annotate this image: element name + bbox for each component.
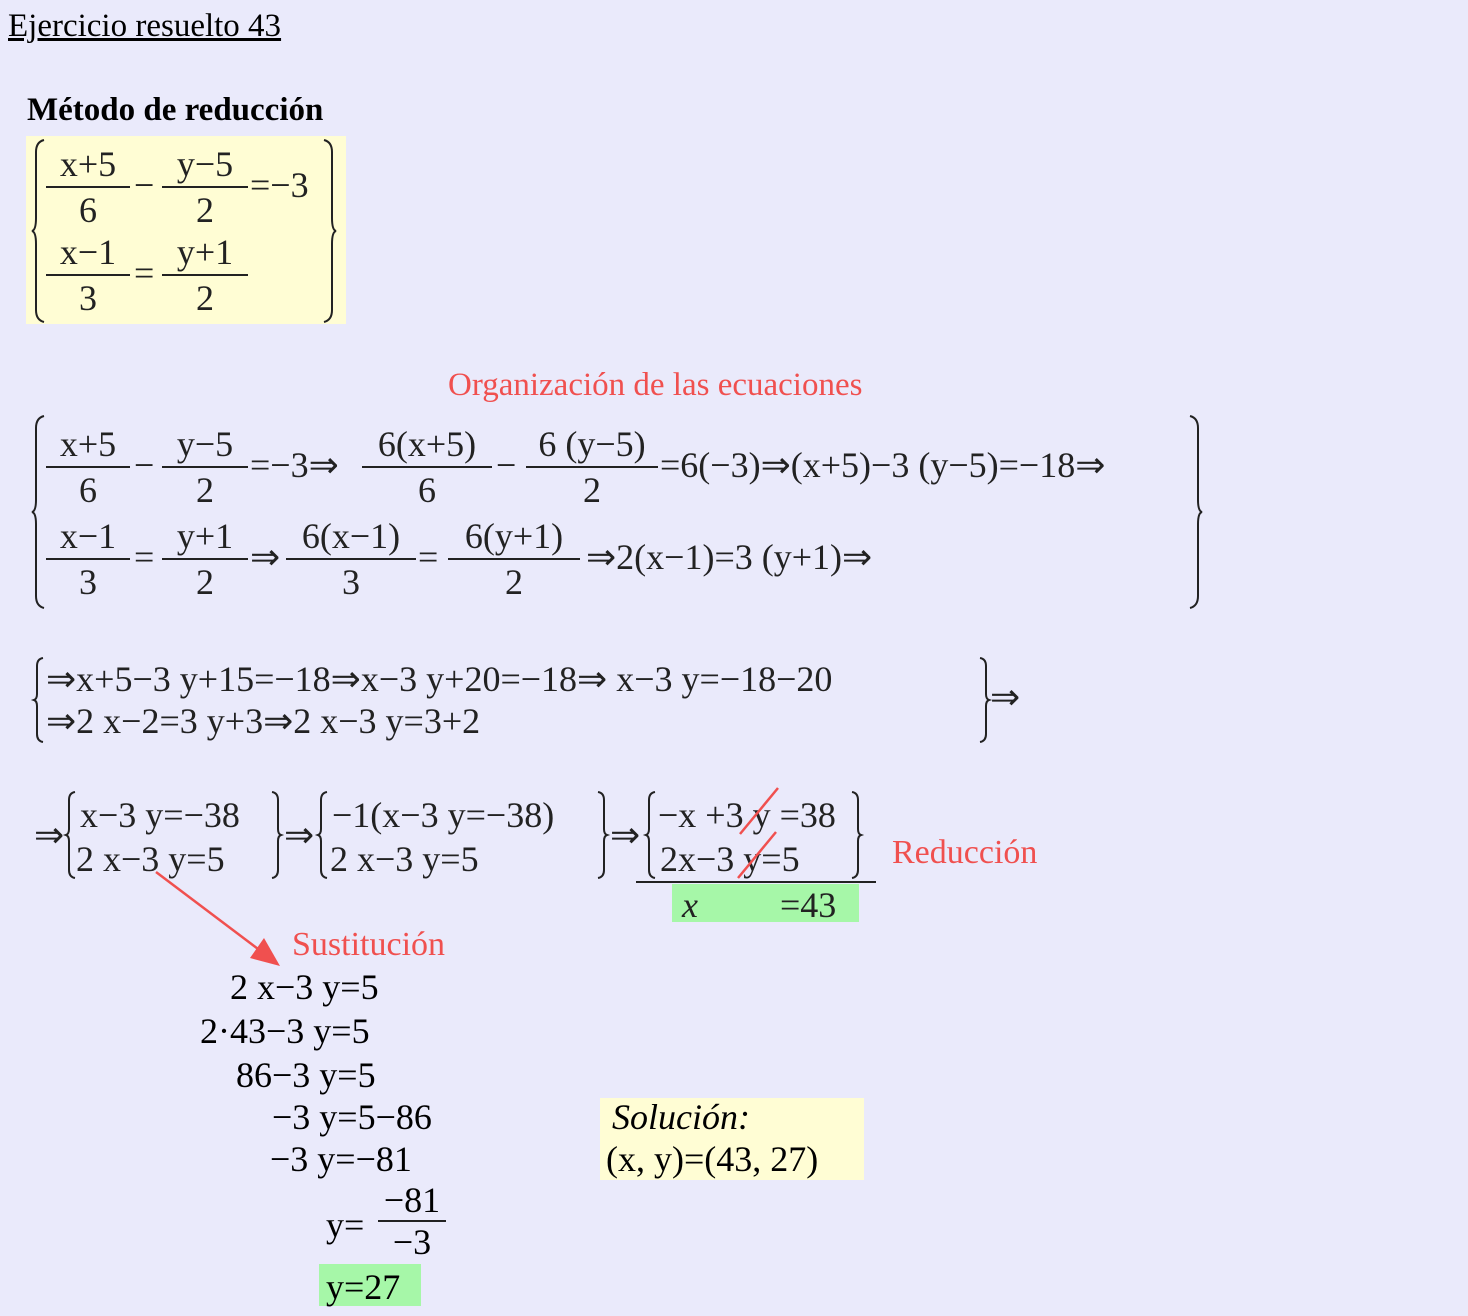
system-eq1-frac2: y−5 2 xyxy=(162,142,248,232)
sub-step-1: 2 x−3 y=5 xyxy=(230,967,379,1007)
org-row2-equals2: = xyxy=(418,537,439,577)
org-row2-equals1: = xyxy=(134,537,155,577)
brace-left-s3 xyxy=(646,790,658,880)
y-result: y=27 xyxy=(326,1267,401,1307)
sub-final-fraction: −81 −3 xyxy=(378,1180,446,1262)
sum-line xyxy=(636,881,876,883)
reduction-s1-line1: x−3 y=−38 xyxy=(80,795,240,835)
brace-right-s1 xyxy=(270,790,282,880)
brace-right-s2 xyxy=(596,790,608,880)
system-eq1-rhs: =−3 xyxy=(250,165,309,205)
reduction-s2-line2: 2 x−3 y=5 xyxy=(330,839,479,879)
brace-right-system xyxy=(322,138,338,324)
org-row1-frac-a: x+5 6 xyxy=(46,422,130,512)
expansion-after-arrow: ⇒ xyxy=(990,677,1021,717)
org-row2-frac-a: x−1 3 xyxy=(46,514,130,604)
brace-right-s3 xyxy=(850,790,862,880)
org-row2-frac-d: 6(y+1) 2 xyxy=(448,514,580,604)
reduction-arrow3: ⇒ xyxy=(610,815,641,855)
reduction-s2-line1: −1(x−3 y=−38) xyxy=(332,795,555,835)
reduction-arrow1: ⇒ xyxy=(34,815,65,855)
org-row1-text2: =6(−3)⇒(x+5)−3 (y−5)=−18⇒ xyxy=(660,445,1106,485)
exercise-title: Ejercicio resuelto 43 xyxy=(8,8,282,44)
sub-final-lhs: y= xyxy=(326,1205,365,1245)
expansion-line2: ⇒2 x−2=3 y+3⇒2 x−3 y=3+2 xyxy=(46,701,481,741)
org-row2-text1: ⇒ xyxy=(250,537,281,577)
org-row1-frac-b: y−5 2 xyxy=(162,422,248,512)
reduction-label: Reducción xyxy=(892,834,1038,871)
reduction-s3-line2: 2x−3 y=5 xyxy=(660,839,800,879)
system-eq2-equals: = xyxy=(134,253,155,293)
org-row2-frac-c: 6(x−1) 3 xyxy=(286,514,416,604)
org-row2-frac-b: y+1 2 xyxy=(162,514,248,604)
brace-left-s2 xyxy=(318,790,330,880)
reduction-s3-line1: −x +3 y =38 xyxy=(658,795,836,835)
x-result-var: x xyxy=(682,885,698,925)
solution-label: Solución: xyxy=(612,1097,750,1137)
system-eq2-frac1: x−1 3 xyxy=(46,230,130,320)
org-row1-text1: =−3⇒ xyxy=(250,445,339,485)
x-result-value: =43 xyxy=(780,885,837,925)
sub-step-4: −3 y=5−86 xyxy=(272,1097,432,1137)
substitution-label: Sustitución xyxy=(292,926,446,963)
brace-right-expansion xyxy=(978,656,990,744)
org-row1-minus1: − xyxy=(134,445,155,485)
method-title: Método de reducción xyxy=(27,92,324,128)
solution-value: (x, y)=(43, 27) xyxy=(606,1139,819,1179)
reduction-s1-line2: 2 x−3 y=5 xyxy=(76,839,225,879)
expansion-line1: ⇒x+5−3 y+15=−18⇒x−3 y+20=−18⇒ x−3 y=−18−20 xyxy=(46,659,833,699)
org-row1-frac-d: 6 (y−5) 2 xyxy=(526,422,658,512)
brace-right-organization xyxy=(1188,414,1204,610)
system-eq1-frac1: x+5 6 xyxy=(46,142,130,232)
org-row1-minus2: − xyxy=(496,445,517,485)
substitution-arrow-icon xyxy=(0,0,1,1)
organization-label: Organización de las ecuaciones xyxy=(448,367,863,403)
org-row2-text2: ⇒2(x−1)=3 (y+1)⇒ xyxy=(586,537,873,577)
org-row1-frac-c: 6(x+5) 6 xyxy=(362,422,492,512)
system-eq1-minus: − xyxy=(134,165,155,205)
sub-step-5: −3 y=−81 xyxy=(270,1139,412,1179)
reduction-arrow2: ⇒ xyxy=(284,815,315,855)
sub-step-2: 2·43−3 y=5 xyxy=(200,1011,370,1051)
system-eq2-frac2: y+1 2 xyxy=(162,230,248,320)
sub-step-3: 86−3 y=5 xyxy=(236,1055,376,1095)
brace-left-expansion xyxy=(34,656,46,744)
